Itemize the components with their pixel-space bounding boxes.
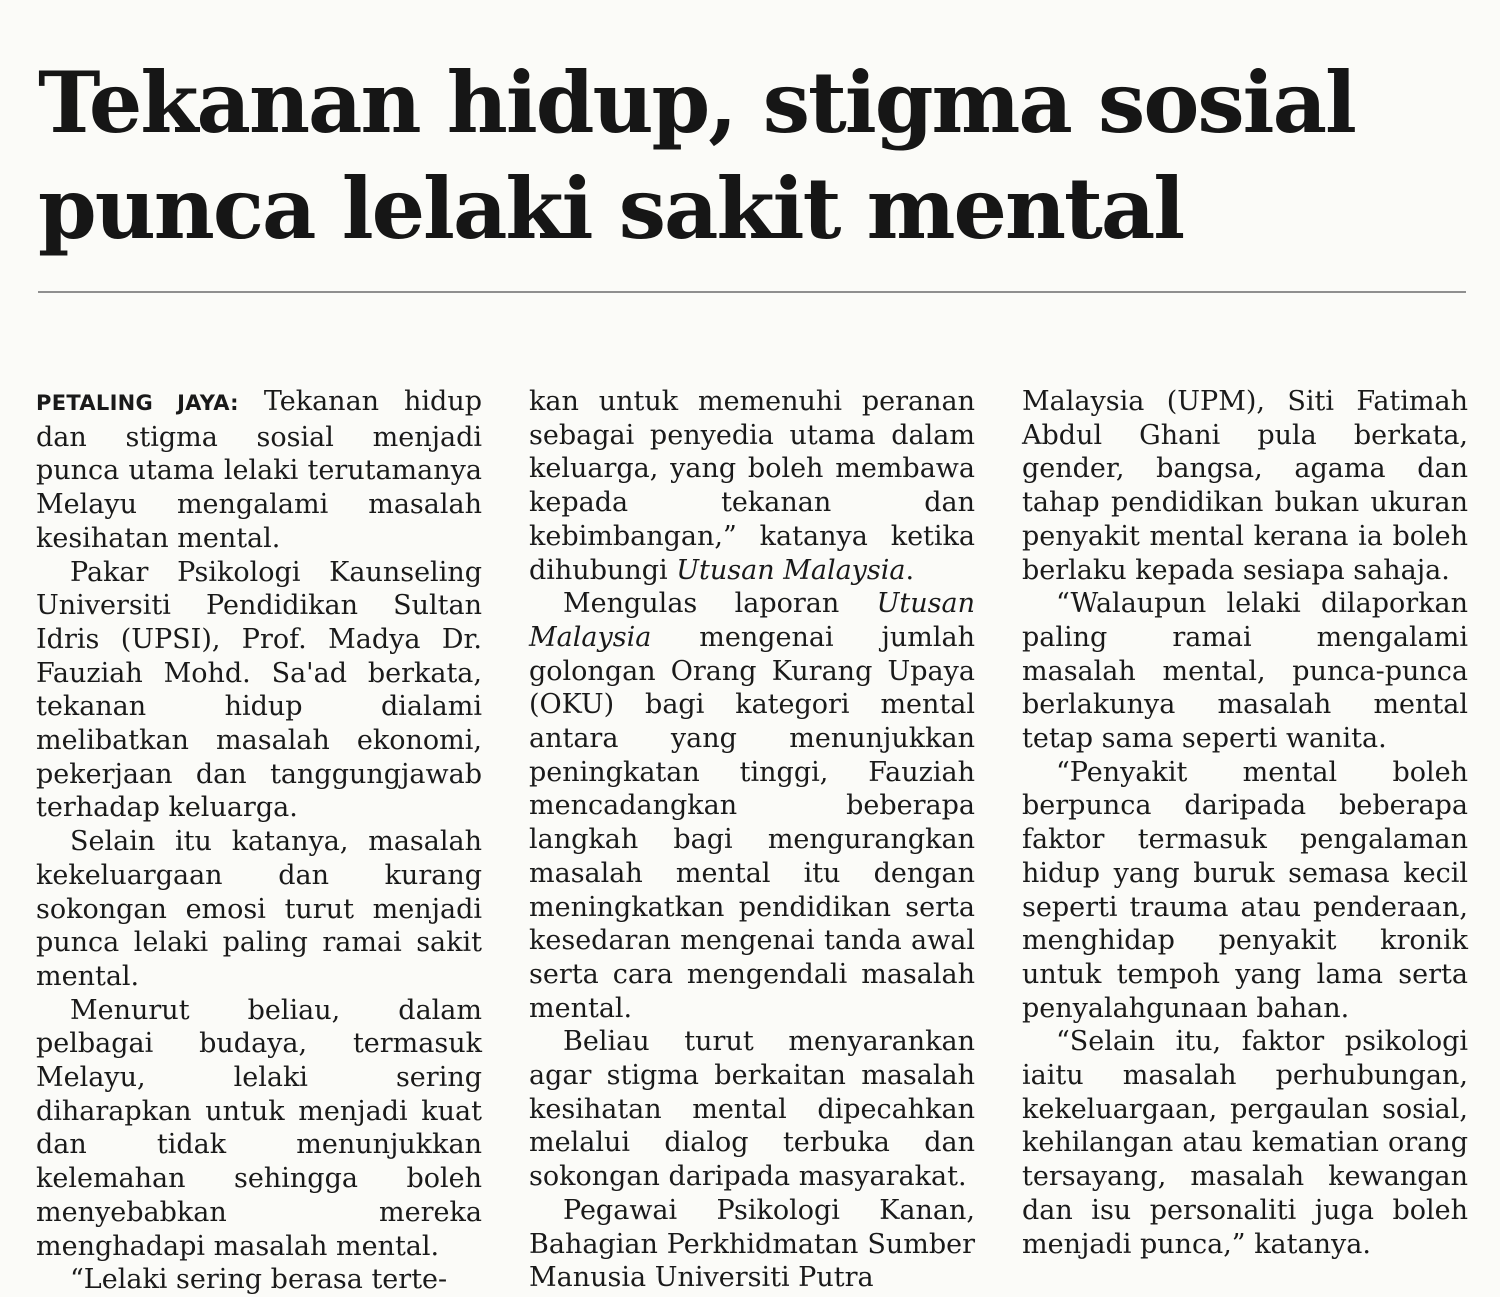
- headline-line-2: punca lelaki sakit mental: [38, 159, 1184, 258]
- headline-line-1: Tekanan hidup, stigma sosial: [38, 53, 1355, 152]
- text-run: .: [905, 554, 915, 586]
- article-paragraph: Pegawai Psikologi Kanan, Bahagian Perkhidmatan Sumber Manusia Universiti Putra: [529, 1194, 975, 1294]
- publication-name: Utusan Malaysia: [676, 554, 906, 586]
- article-paragraph: Malaysia (UPM), Siti Fatimah Abdul Ghani pula berkata, gender, bangsa, agama dan tahap pendidikan bukan ukuran penyakit mental kerana ia boleh berlaku kepada sesiapa sahaja.: [1022, 386, 1468, 586]
- text-run: mengenai jumlah golongan Orang Kurang Upaya (OKU) bagi kategori mental antara yang menunjukkan peningkatan tinggi, Fauziah mencadangkan beberapa langkah bagi mengurangkan masalah mental itu dengan meningkatkan pendidikan serta kesedaran mengenai tanda awal serta cara mengendali masalah mental.: [529, 621, 975, 1024]
- lead-text: Tekanan hidup dan stigma sosial menjadi punca utama lelaki terutamanya Melayu mengalami masalah kesihatan mental.: [36, 386, 482, 554]
- article-column-2: [529, 385, 975, 1295]
- text-run: Mengulas laporan: [563, 588, 840, 620]
- dateline: PETALING JAYA:: [36, 391, 239, 415]
- article-paragraph: [529, 587, 975, 1025]
- article-paragraph: “Lelaki sering berasa terte-: [70, 1264, 448, 1296]
- article-paragraph: Pakar Psikologi Kaunseling Universiti Pendidikan Sultan Idris (UPSI), Prof. Madya Dr. Fauziah Mohd. Sa'ad berkata, tekanan hidup dialami melibatkan masalah ekonomi, pekerjaan dan tanggungjawab terhadap keluarga.: [36, 556, 482, 824]
- article-paragraph: “Selain itu, faktor psikologi iaitu masalah perhubungan, kekeluargaan, pergaulan sosial, kehilangan atau kematian orang tersayang, masalah kewangan dan isu personaliti juga boleh menjadi punca,” katanya.: [1022, 1026, 1468, 1260]
- article-paragraph: “Walaupun lelaki dilaporkan paling ramai mengalami masalah mental, punca-punca berlakunya masalah mental tetap sama seperti wanita.: [1022, 588, 1468, 755]
- article-paragraph: Selain itu katanya, masalah kekeluargaan dan kurang sokongan emosi turut menjadi punca lelaki paling ramai sakit mental.: [36, 826, 482, 992]
- article-paragraph: Menurut beliau, dalam pelbagai budaya, termasuk Melayu, lelaki sering diharapkan untuk menjadi kuat dan tidak menunjukkan kelemahan sehingga boleh menyebabkan mereka menghadapi masalah mental.: [36, 994, 482, 1262]
- article-column-1: [36, 385, 482, 1297]
- article-column-3: [1022, 385, 1468, 1261]
- headline-divider: [38, 291, 1466, 293]
- article-paragraph: [36, 385, 482, 556]
- text-run: kan untuk memenuhi peranan sebagai penyedia utama dalam keluarga, yang boleh membawa kepada tekanan dan kebimbangan,” katanya ketika dihubungi: [529, 386, 975, 586]
- article-paragraph: [529, 385, 975, 587]
- article-paragraph: “Penyakit mental boleh berpunca daripada beberapa faktor termasuk pengalaman hidup yang buruk semasa kecil seperti trauma atau penderaan, menghidap penyakit kronik untuk tempoh yang lama serta penyalahgunaan bahan.: [1022, 756, 1468, 1024]
- article-paragraph: Beliau turut menyarankan agar stigma berkaitan masalah kesihatan mental dipecahkan melalui dialog terbuka dan sokongan daripada masyarakat.: [529, 1026, 975, 1193]
- publication-name: Utusan Malaysia: [529, 588, 975, 653]
- headline: [38, 50, 1478, 262]
